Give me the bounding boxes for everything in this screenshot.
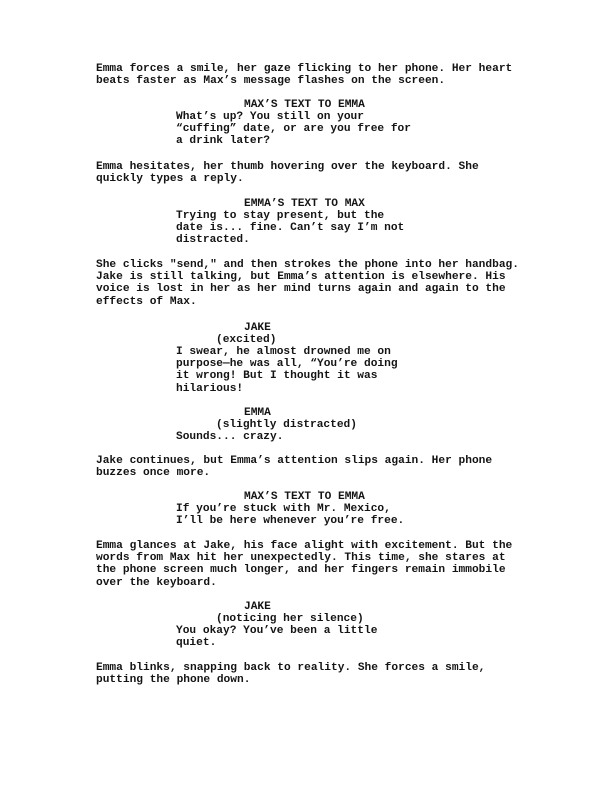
action-line: Jake continues, but Emma’s attention slips again. Her phone buzzes once more. bbox=[96, 455, 493, 480]
character-cue: EMMA’S TEXT TO MAX bbox=[244, 198, 365, 210]
dialogue-block: I swear, he almost drowned me on purpose—he was all, “You’re doing it wrong! But I thought it was hilarious! bbox=[176, 346, 398, 395]
character-cue: MAX’S TEXT TO EMMA bbox=[244, 491, 365, 503]
dialogue-block: You okay? You’ve been a little quiet. bbox=[176, 625, 378, 650]
character-cue: JAKE bbox=[244, 322, 271, 334]
parenthetical: (slightly distracted) bbox=[216, 419, 357, 431]
character-cue: MAX’S TEXT TO EMMA bbox=[244, 99, 365, 111]
parenthetical: (excited) bbox=[216, 334, 277, 346]
action-line: Emma hesitates, her thumb hovering over the keyboard. She quickly types a reply. bbox=[96, 161, 479, 186]
dialogue-block: What’s up? You still on your “cuffing” date, or are you free for a drink later? bbox=[176, 111, 411, 148]
dialogue-block: Trying to stay present, but the date is... fine. Can’t say I’m not distracted. bbox=[176, 210, 405, 247]
dialogue-block: Sounds... crazy. bbox=[176, 431, 284, 443]
action-line: Emma forces a smile, her gaze flicking to her phone. Her heart beats faster as Max’s message flashes on the screen. bbox=[96, 63, 513, 88]
action-line: Emma glances at Jake, his face alight with excitement. But the words from Max hit her unexpectedly. This time, she stares at the phone screen much longer, and her fingers remain immobile over the keyboard. bbox=[96, 540, 513, 589]
character-cue: JAKE bbox=[244, 601, 271, 613]
action-line: Emma blinks, snapping back to reality. She forces a smile, putting the phone down. bbox=[96, 662, 486, 687]
action-line: She clicks "send," and then strokes the phone into her handbag. Jake is still talking, but Emma’s attention is elsewhere. His voice is lost in her as her mind turns again and again to the effects of Max. bbox=[96, 259, 519, 308]
dialogue-block: If you’re stuck with Mr. Mexico, I’ll be here whenever you’re free. bbox=[176, 503, 405, 528]
character-cue: EMMA bbox=[244, 407, 271, 419]
parenthetical: (noticing her silence) bbox=[216, 613, 364, 625]
